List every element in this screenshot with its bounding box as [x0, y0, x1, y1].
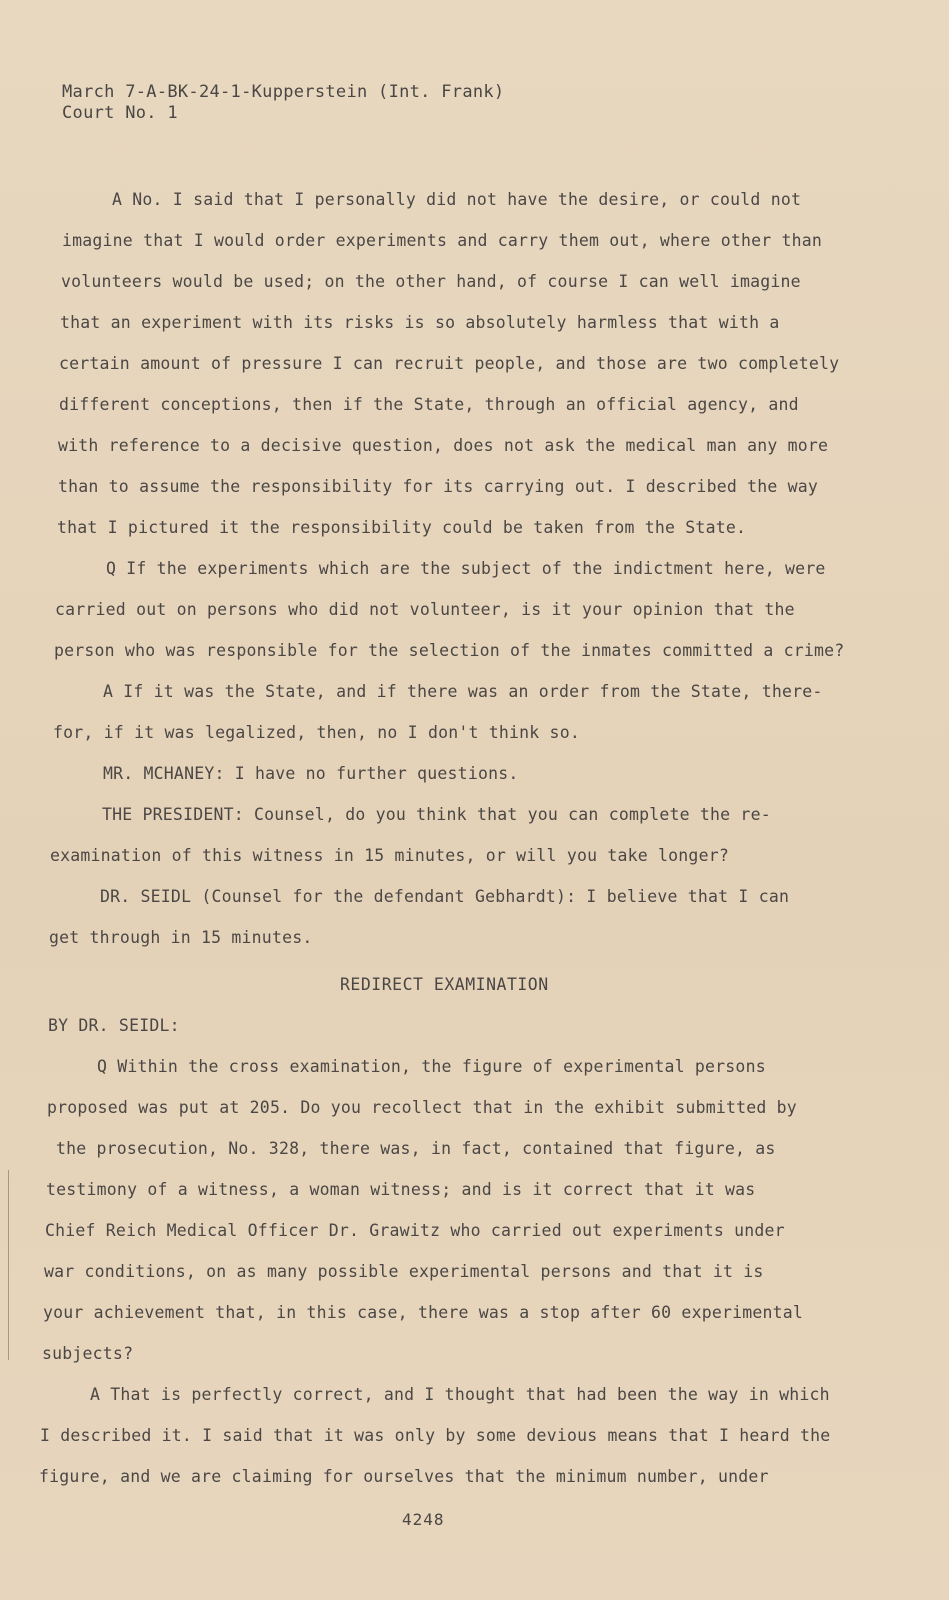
text-line: the prosecution, No. 328, there was, in fact, contained that figure, as [56, 1139, 776, 1158]
text-line: A If it was the State, and if there was an order from the State, there- [103, 682, 823, 701]
text-line: A No. I said that I personally did not have the desire, or could not [112, 190, 802, 209]
text-line: testimony of a witness, a woman witness; and is it correct that it was [46, 1180, 756, 1199]
text-line: certain amount of pressure I can recruit people, and those are two completely [59, 354, 840, 373]
text-line: than to assume the responsibility for its carrying out. I described the way [58, 477, 819, 496]
document-header [62, 82, 504, 124]
text-line: your achievement that, in this case, there was a stop after 60 experimental [43, 1303, 804, 1322]
text-line: carried out on persons who did not volunteer, is it your opinion that the [55, 600, 795, 619]
text-line: for, if it was legalized, then, no I don't think so. [53, 723, 580, 742]
text-line: volunteers would be used; on the other hand, of course I can well imagine [61, 272, 801, 291]
text-line: MR. MCHANEY: I have no further questions. [103, 764, 519, 783]
text-line: different conceptions, then if the State, through an official agency, and [59, 395, 799, 414]
text-line: get through in 15 minutes. [49, 928, 313, 947]
text-line: BY DR. SEIDL: [48, 1016, 180, 1035]
text-line: DR. SEIDL (Counsel for the defendant Gebhardt): I believe that I can [100, 887, 790, 906]
text-line: examination of this witness in 15 minutes, or will you take longer? [50, 846, 729, 865]
header-court: Court No. 1 [62, 103, 178, 123]
header-reference: March 7-A-BK-24-1-Kupperstein (Int. Frank) [62, 82, 505, 102]
text-line: imagine that I would order experiments and carry them out, where other than [62, 231, 823, 250]
text-line: that an experiment with its risks is so absolutely harmless that with a [60, 313, 780, 332]
text-line: Q If the experiments which are the subject of the indictment here, were [106, 559, 826, 578]
text-line: proposed was put at 205. Do you recollect that in the exhibit submitted by [47, 1098, 797, 1117]
text-line: figure, and we are claiming for ourselves that the minimum number, under [39, 1467, 769, 1486]
text-line: war conditions, on as many possible experimental persons and that it is [44, 1262, 764, 1281]
text-line: with reference to a decisive question, does not ask the medical man any more [58, 436, 829, 455]
text-line: A That is perfectly correct, and I thought that had been the way in which [90, 1385, 830, 1404]
text-line: I described it. I said that it was only by some devious means that I heard the [40, 1426, 831, 1445]
margin-mark [8, 1170, 9, 1360]
text-line: THE PRESIDENT: Counsel, do you think that you can complete the re- [102, 805, 771, 824]
text-line: Q Within the cross examination, the figure of experimental persons [97, 1057, 766, 1076]
section-heading: REDIRECT EXAMINATION [340, 975, 549, 994]
text-line: Chief Reich Medical Officer Dr. Grawitz who carried out experiments under [45, 1221, 785, 1240]
text-line: that I pictured it the responsibility could be taken from the State. [57, 518, 747, 537]
text-line: subjects? [42, 1344, 134, 1363]
text-line: person who was responsible for the selection of the inmates committed a crime? [54, 641, 845, 660]
page-number: 4248 [402, 1510, 445, 1529]
